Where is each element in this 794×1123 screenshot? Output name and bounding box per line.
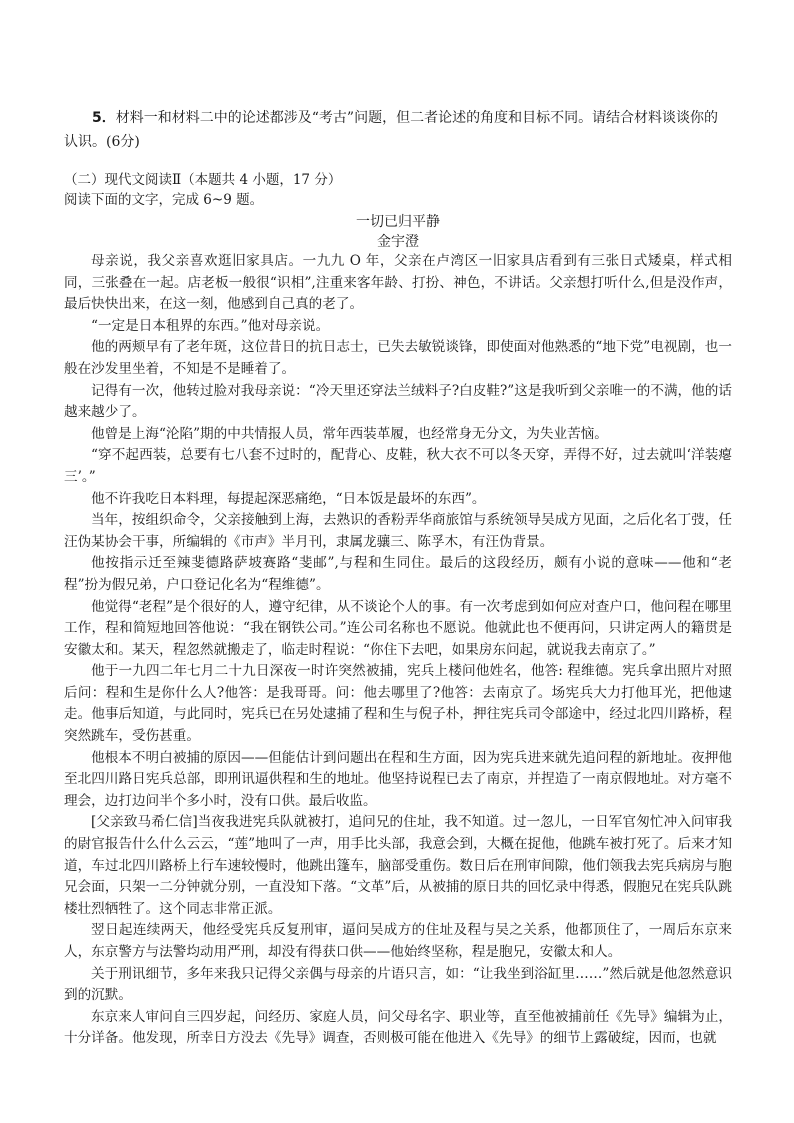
paragraph: 他的两颊早有了老年斑，这位昔日的抗日志士，已失去敏锐谈锋，即使面对他熟悉的“地下党”电视剧，也一般在沙发里坐着，不知是不是睡着了。 — [64, 339, 732, 377]
paragraph: 他按指示迁至辣斐德路萨坡赛路“斐邮”,与程和生同住。最后的这段经历，颇有小说的意味——他和“老程”扮为假兄弟，户口登记化名为“程维德”。 — [64, 555, 732, 593]
paragraph: 东京来人审问自三四岁起，问经历、家庭人员，问父母名字、职业等，直至他被捕前任《先导》编辑为止，十分详备。他发现，所幸日方没去《先导》调查，否则极可能在他进入《先导》的细节上露破绽，因而，也就 — [64, 1008, 732, 1047]
article-author: 金宇澄 — [377, 234, 419, 250]
paragraph: 他根本不明白被捕的原因——但能估计到问题出在程和生方面，因为宪兵进来就先追问程的新地址。夜押他至北四川路日宪兵总部，即刑讯逼供程和生的地址。他坚持说程已去了南京，并捏造了一南京假地址。对方毫不理会，边打边问半个多小时，没有口供。最后收监。 — [64, 749, 732, 809]
paragraph: 他觉得“老程”是个很好的人，遵守纪律，从不谈论个人的事。有一次考虑到如何应对查户口，他问程在哪里工作，程和简短地回答他说：“我在钢铁公司。”连公司名称也不愿说。他就此也不便再问，只讲定两人的籍贯是安徽太和。某天，程忽然就搬走了，临走时程说：“你住下去吧，如果房东问起，就说我去南京了。” — [64, 598, 732, 658]
article-title: 一切已归平静 — [356, 214, 440, 230]
paragraph: 记得有一次，他转过脸对我母亲说：“冷天里还穿法兰绒料子?白皮鞋?”这是我听到父亲唯一的不满，他的话越来越少了。 — [64, 382, 732, 421]
paragraph: 他于一九四二年七月二十九日深夜一时许突然被捕，宪兵上楼问他姓名，他答: 程维德。宪兵拿出照片对照后问：程和生是你什么人?他答：是我哥哥。问：他去哪里了?他答：去南京了。场宪兵大力打他耳光，把他逮走。他事后知道，与此同时，宪兵已在另处逮捕了程和生与倪子朴，押往宪兵司令部途中，经过北四川路桥，程突然跳车，受伤甚重。 — [64, 663, 732, 745]
paragraph: 翌日起连续两天，他经受宪兵反复刑审，逼问吴成方的住址及程与吴之关系，他都顶住了，一周后东京来人，东京警方与法警均动用严刑，却没有得获口供——他始终坚称，程是胞兄，安徽太和人。 — [64, 922, 732, 960]
question-text: 材料一和材料二中的论述都涉及“考古”问题，但二者论述的角度和目标不同。请结合材料谈谈你的认识。(6分) — [64, 110, 719, 150]
article-body — [64, 251, 732, 1050]
paragraph: [父亲致马希仁信]当夜我进宪兵队就被打，追问兄的住址，我不知道。过一忽儿，一日军官匆忙冲入问审我的尉官报告什么什么云云，“莲”地叫了一声，用手比头部，我意会到，大概在捉他，他跳车被打死了。后来才知道，车过北四川路桥上行车速较慢时，他跳出篷车，脑部受重伤。数日后在刑审间隙，他们领我去宪兵病房与胞兄会面，只架一二分钟就分别，一直没知下落。“文革”后，从被捕的原日共的回忆录中得悉，假胞兄在宪兵队跳楼壮烈牺牲了。这个同志非常正派。 — [64, 814, 732, 917]
question-5 — [64, 106, 732, 154]
section-heading: （二）现代文阅读Ⅱ（本题共 4 小题，17 分） — [64, 172, 342, 188]
paragraph: “穿不起西装，总要有七八套不过时的，配背心、皮鞋，秋大衣不可以冬天穿，弄得不好，过去就叫‘洋装瘪三’。” — [64, 447, 732, 485]
paragraph: 当年，按组织命令，父亲接触到上海，去熟识的香粉弄华商旅馆与系统领导吴成方见面，之后化名丁弢，任汪伪某协会干事，所编辑的《市声》半月刊，隶属龙骧三、陈孚木，有汪伪背景。 — [64, 512, 732, 550]
paragraph: 他不许我吃日本料理，每提起深恶痛绝，“日本饭是最坏的东西”。 — [91, 490, 486, 507]
paragraph: 母亲说，我父亲喜欢逛旧家具店。一九九 O 年，父亲在卢湾区一旧家具店看到有三张日式矮桌，样式相同，三张叠在一起。店老板一般很“识相”,注重来客年龄、打扮、神色，不讲话。父亲想打听什么,但是没作声，最后快快出来，在这一刻，他感到自己真的老了。 — [64, 253, 732, 313]
paragraph: 关于刑讯细节，多年来我只记得父亲偶与母亲的片语只言，如：“让我坐到浴缸里……”然后就是他忽然意识到的沉默。 — [64, 965, 732, 1004]
paragraph: “一定是日本租界的东西。”他对母亲说。 — [91, 317, 330, 334]
section-instruction: 阅读下面的文字，完成 6~9 题。 — [64, 192, 264, 208]
paragraph: 他曾是上海“沦陷”期的中共情报人员，常年西装革履，也经常身无分文，为失业苦恼。 — [91, 425, 608, 442]
question-number: 5． — [92, 110, 116, 126]
